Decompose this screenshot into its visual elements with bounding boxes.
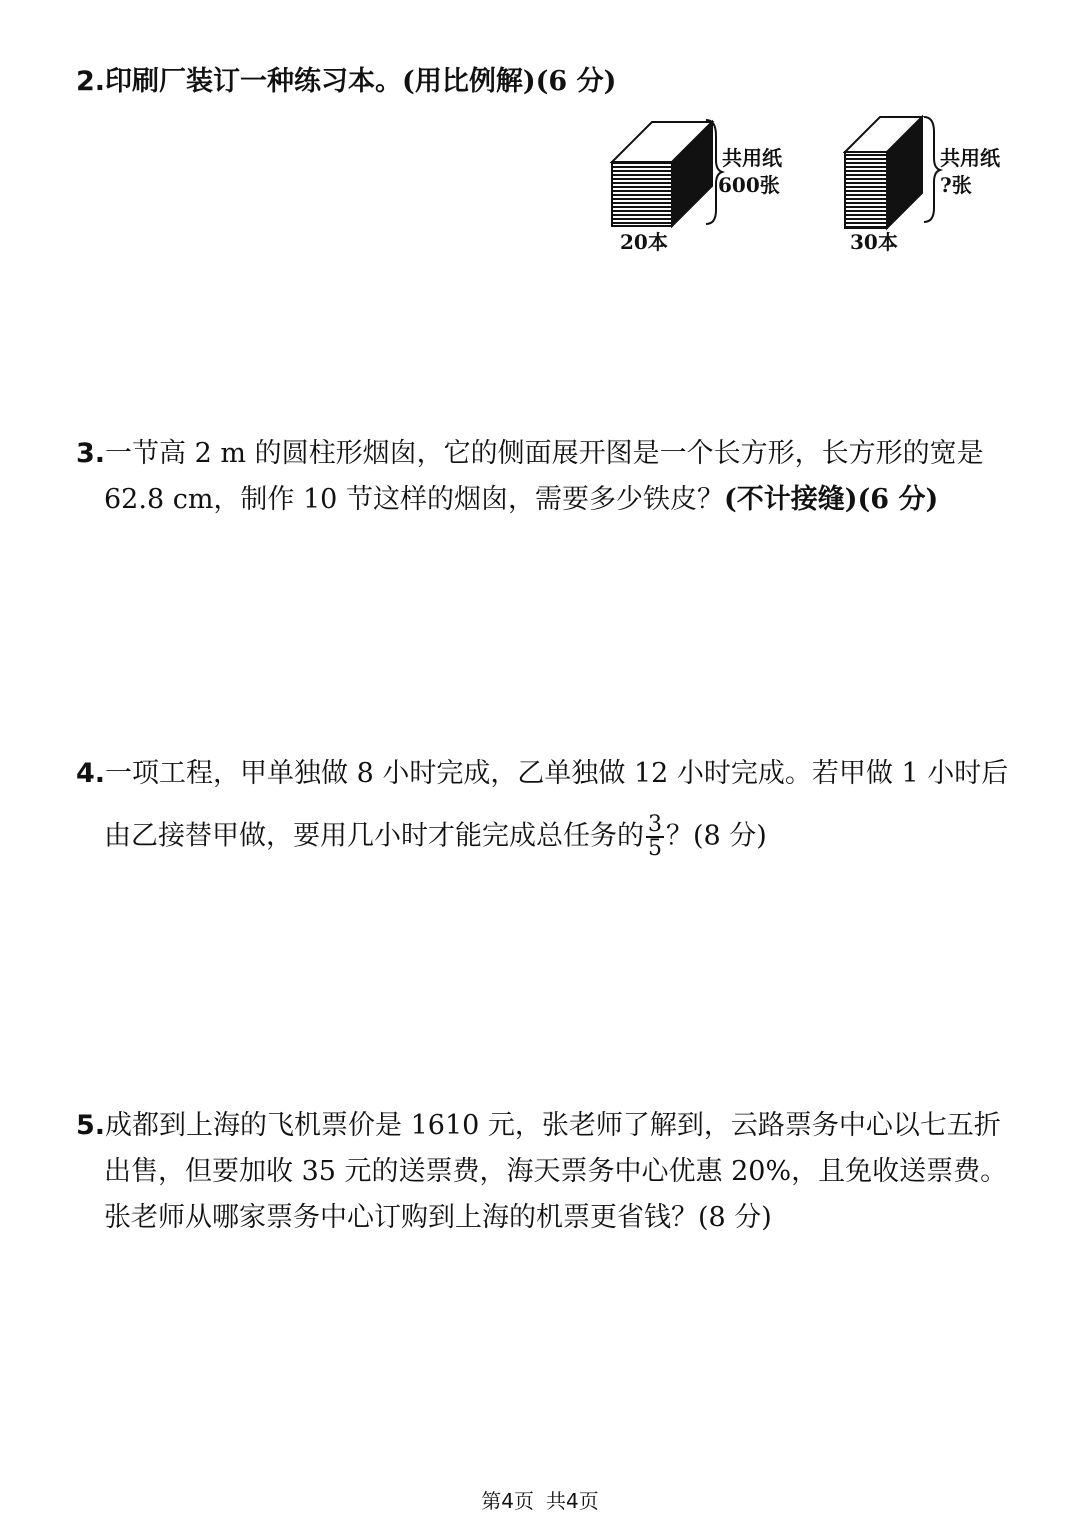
right-paper-label-line1: 共用纸 [940,146,1000,170]
question-text-line1: 一节高 2 m 的圆柱形烟囱，它的侧面展开图是一个长方形，长方形的宽是 [105,438,984,469]
question-text-line1: 一项工程，甲单独做 8 小时完成，乙单独做 12 小时完成。若甲做 1 小时后 [105,758,1009,789]
question-text-line2: 由乙接替甲做，要用几小时才能完成总任务的 [104,820,644,852]
question-hint: (不计接缝) [723,484,858,515]
question-text: 印刷厂装订一种练习本。 [105,66,403,97]
question-score: ？(8 分) [666,820,767,852]
paper-stack-figure [0,0,1080,300]
right-books-label: 30本 [850,230,898,254]
question-text-line1: 成都到上海的飞机票价是 1610 元，张老师了解到，云路票务中心以七五折 [105,1110,1001,1141]
left-books-label: 20本 [620,230,668,254]
question-hint: (用比例解) [402,66,536,97]
question-number: 4. [76,758,106,789]
fraction-denominator: 5 [648,836,662,861]
question-number: 5. [76,1110,106,1141]
question-number: 2. [76,66,106,97]
question-score: (6 分) [857,484,939,515]
fraction [646,814,664,860]
question-text-line2: 出售，但要加收 35 元的送票费，海天票务中心优惠 20%，且免收送票费。 [104,1156,1008,1187]
question-text-line2: 62.8 cm，制作 10 节这样的烟囱，需要多少铁皮？ [104,484,724,515]
page-footer [0,1485,1080,1514]
question-text-line3: 张老师从哪家票务中心订购到上海的机票更省钱？(8 分) [104,1202,772,1233]
left-paper-stack-icon [612,120,722,226]
right-paper-label-line2: ?张 [940,173,972,197]
page-number: 第4页 [481,1489,534,1513]
left-paper-label-line2: 600张 [718,173,780,197]
left-paper-label-line1: 共用纸 [722,146,782,170]
question-score: (6 分) [535,66,617,97]
page-total: 共4页 [546,1489,599,1513]
question-number: 3. [76,438,106,469]
right-paper-stack-icon [845,117,940,228]
fraction-numerator: 3 [648,812,662,837]
